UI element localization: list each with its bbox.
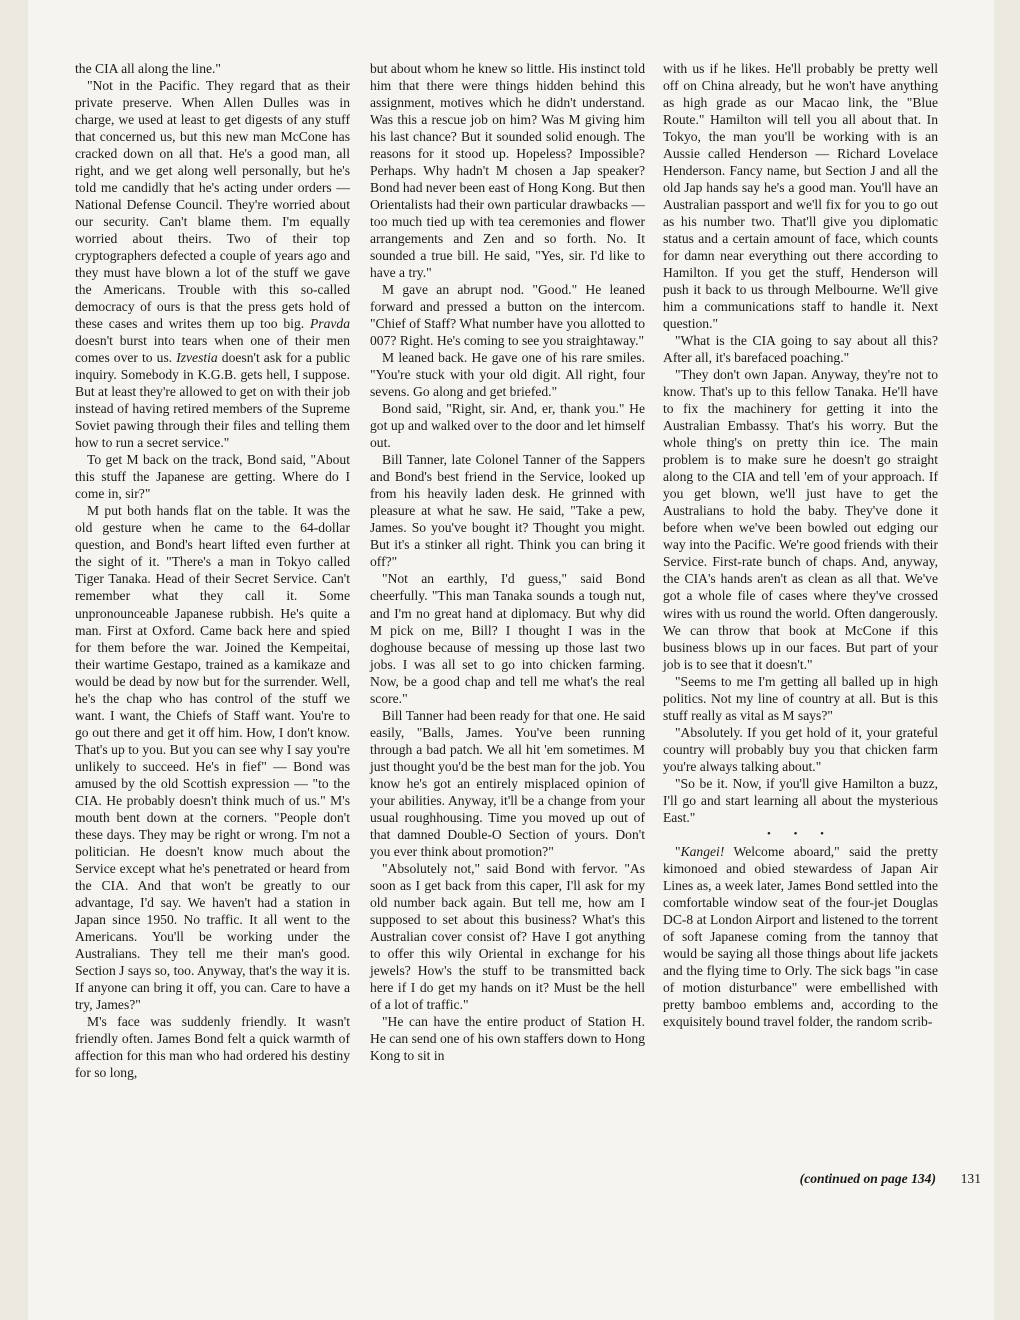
text-run: "Not in the Pacific. They regard that as their private preserve. When Allen Dulles was in charge, we used at least to get digests of any stuff that concerned us, but this new man McCone has cracked down on all that. He's a good man, all right, and we get along well personally, but he's told me candidly that he's acting under orders — National Defense Council. They're worried about our security. Can't blame them. I'm equally worried about theirs. Two of their top cryptographers defected a couple of years ago and they must have blown a lot of the stuff we gave the Americans. Trouble with this so-called democracy of ours is that the press gets hold of these cases and writes them up too big. [75,78,350,332]
text-run: doesn't ask for a public inquiry. Somebody in K.G.B. gets hell, I suppose. But at least they're allowed to get on with their job instead of having retired members of the Supreme Soviet pawing through their files and telling them how to run a secret service." [75,350,351,451]
paragraph [370,281,645,349]
paragraph [75,502,350,1012]
paragraph [370,707,645,860]
paragraph [663,843,938,1030]
text-run: "Absolutely not," said Bond with fervor. "As soon as I get back from this caper, I'll ask for my old number back again. But tell me, how am I supposed to set about this business? What's this Australian cover consist of? Have I got anything to offer this wily Oriental in exchange for his jewels? How's the stuff to be transmitted back here if I do get my hands on it? Must be the hell of a lot of traffic." [370,860,645,1012]
text-column-3 [663,60,938,1030]
text-run: "They don't own Japan. Anyway, they're not to know. That's up to this fellow Tanaka. He'll have to fix the machinery for getting it into the Australian Embassy. That's his worry. But the whole thing's on pretty thin ice. The main problem is to make sure he doesn't go straight along to the CIA and tell 'em of your approach. If you get blown, we'll just have to get the Australians to hold the baby. They've done it before when we've been bowled out edging our way into the Pacific. We're good friends with their Service. First-rate bunch of chaps. And, anyway, the CIA's hands aren't as clean as all that. We've got a whole file of cases where they've crossed wires with us round the world. Often dangerously. We can throw that book at McCone if this business blows up in our faces. But part of your job is to see that it doesn't." [663,367,938,672]
text-run: Welcome aboard," said the pretty kimonoed and obied stewardess of Japan Air Lines as, a week later, James Bond settled into the comfortable window seat of the four-jet Douglas DC-8 at London Airport and listened to the torrent of soft Japanese coming from the tannoy that would be saying all those things about life jackets and the flying time to Orly. The sick bags "in case of motion disturbance" were embellished with pretty bamboo emblems and, according to the exquisitely bound travel folder, the random scrib- [663,843,938,1029]
paragraph [370,60,645,281]
paragraph [370,1013,645,1064]
paragraph [75,1013,350,1081]
text-run: Bill Tanner had been ready for that one. He said easily, "Balls, James. You've been running through a bad patch. We all hit 'em sometimes. M just thought you'd be the best man for the job. You know he's got an entirely misplaced opinion of your abilities. Anyway, it'll be a change from your usual roughhousing. Time you moved up out of that damned Double-O Section of yours. Don't you ever think about promotion?" [370,707,645,859]
text-run: M gave an abrupt nod. "Good." He leaned forward and pressed a button on the intercom. "Chief of Staff? What number have you allotted to 007? Right. He's coming to see you straightaway." [370,282,645,349]
text-run: "He can have the entire product of Station H. He can send one of his own staffers down to Hong Kong to sit in [370,1013,645,1063]
text-run: doesn't burst into tears when one of their men comes over to us. [75,333,350,366]
text-run: M leaned back. He gave one of his rare smiles. "You're stuck with your old digit. All right, four sevens. Go along and get briefed." [370,350,645,400]
text-run: Bond said, "Right, sir. And, er, thank you." He got up and walked over to the door and let himself out. [370,401,645,451]
paragraph [663,366,938,672]
text-run: the CIA all along the line." [75,61,221,76]
paragraph [663,724,938,775]
paragraph [663,332,938,366]
paragraph [370,860,645,1013]
paragraph [75,60,350,77]
italic-text: Kangei! [680,843,725,859]
italic-text: Izvestia [176,350,218,366]
text-column-2 [370,60,645,1064]
text-column-1 [75,60,350,1081]
paragraph [370,349,645,400]
paragraph [75,451,350,502]
text-run: "What is the CIA going to say about all this? After all, it's barefaced poaching." [663,333,938,366]
text-run: with us if he likes. He'll probably be pretty well off on China already, but he won't have anything as high grade as our Macao link, the "Blue Route." Hamilton will tell you all about that. In Tokyo, the man you'll be working with is an Aussie called Henderson — Richard Lovelace Henderson. Fancy name, but Section J and all the old Jap hands say he's a good man. You'll have an Australian passport and we'll fix for you to go out as his number two. That'll give you diplomatic status and a certain amount of face, which counts for damn near everything out there according to Hamilton. If you get the stuff, Henderson will push it back to us through Melbourne. We'll give him a communications staff to handle it. Next question." [663,61,938,332]
text-run: " [675,843,681,859]
text-run: Bill Tanner, late Colonel Tanner of the Sappers and Bond's best friend in the Service, looked up from his heavily laden desk. He grinned with pleasure at what he saw. He said, "Take a pew, James. So you've bought it? Thought you might. But it's a stinker all right. Think you can bring it off?" [370,452,645,570]
text-run: M put both hands flat on the table. It was the old gesture when he came to the 64-dollar question, and Bond's heart lifted even further at the sight of it. "There's a man in Tokyo called Tiger Tanaka. Head of their Secret Service. Can't remember what they call it. Some unpronounceable Japanese rubbish. He's quite a man. First at Oxford. Came back here and spied for them before the war. Joined the Kempeitai, their wartime Gestapo, trained as a kamikaze and would be dead by now but for the surrender. Well, he's the chap who has control of the stuff we want. I want, the Chiefs of Staff want. You're to go out there and get it off him. How, I don't know. That's up to you. But you can see why I say you're unlikely to succeed. He's in fief" — Bond was amused by the old Scottish expression — "to the CIA. He probably doesn't think much of us." M's mouth bent down at the corners. "People don't these days. They may be right or wrong. I'm not a politician. He doesn't know much about the Service except what he's penetrated or heard from the CIA. And that won't be greatly to our advantage, I'd say. We haven't had a station in Japan since 1950. No traffic. It all went to the Americans. You'll be working under the Australians. They tell me their man's good. Section J says so, too. Anyway, that's the way it is. If anyone can bring it off, you can. Care to have a try, James?" [75,503,350,1012]
paragraph [75,77,350,451]
continued-note: (continued on page 134) [799,1171,936,1186]
text-run: M's face was suddenly friendly. It wasn't friendly often. James Bond felt a quick warmth of affection for this man who had ordered his destiny for so long, [75,1013,350,1080]
section-separator: • • • [766,827,835,840]
paragraph [663,673,938,724]
paragraph [663,775,938,826]
paragraph [370,451,645,570]
text-run: "So be it. Now, if you'll give Hamilton a buzz, I'll go and start learning all about the mysterious East." [663,775,938,825]
text-run: "Seems to me I'm getting all balled up in high politics. Not my line of country at all. But is this stuff really as vital as M says?" [663,673,938,723]
paragraph [370,400,645,451]
italic-text: Pravda [309,316,350,332]
paragraph [663,60,938,332]
text-run: "Not an earthly, I'd guess," said Bond cheerfully. "This man Tanaka sounds a tough nut, and I'm no great hand at diplomacy. But why did M pick on me, Bill? I thought I was in the doghouse because of messing up those last two jobs. I was all set to go into chicken farming. Now, be a good chap and tell me what's the real score." [370,571,645,706]
page-number: 131 [960,1171,981,1186]
text-run: but about whom he knew so little. His instinct told him that there were things hidden behind this assignment, motives which he didn't understand. Was this a rescue job on him? Was M giving him his last chance? But it sounded solid enough. The reasons for it stood up. Hopeless? Impossible? Perhaps. Why hadn't M chosen a Jap speaker? Bond had never been east of Hong Kong. But then Orientalists had their own particular drawbacks — too much tied up with tea ceremonies and flower arrangements and Zen and so forth. No. It sounded a true bill. He said, "Yes, sir. I'd like to have a try." [370,61,645,281]
paragraph [370,570,645,706]
text-run: To get M back on the track, Bond said, "About this stuff the Japanese are getting. Where do I come in, sir?" [75,452,350,502]
text-run: "Absolutely. If you get hold of it, your grateful country will probably buy you that chicken farm you're always talking about." [663,724,938,774]
